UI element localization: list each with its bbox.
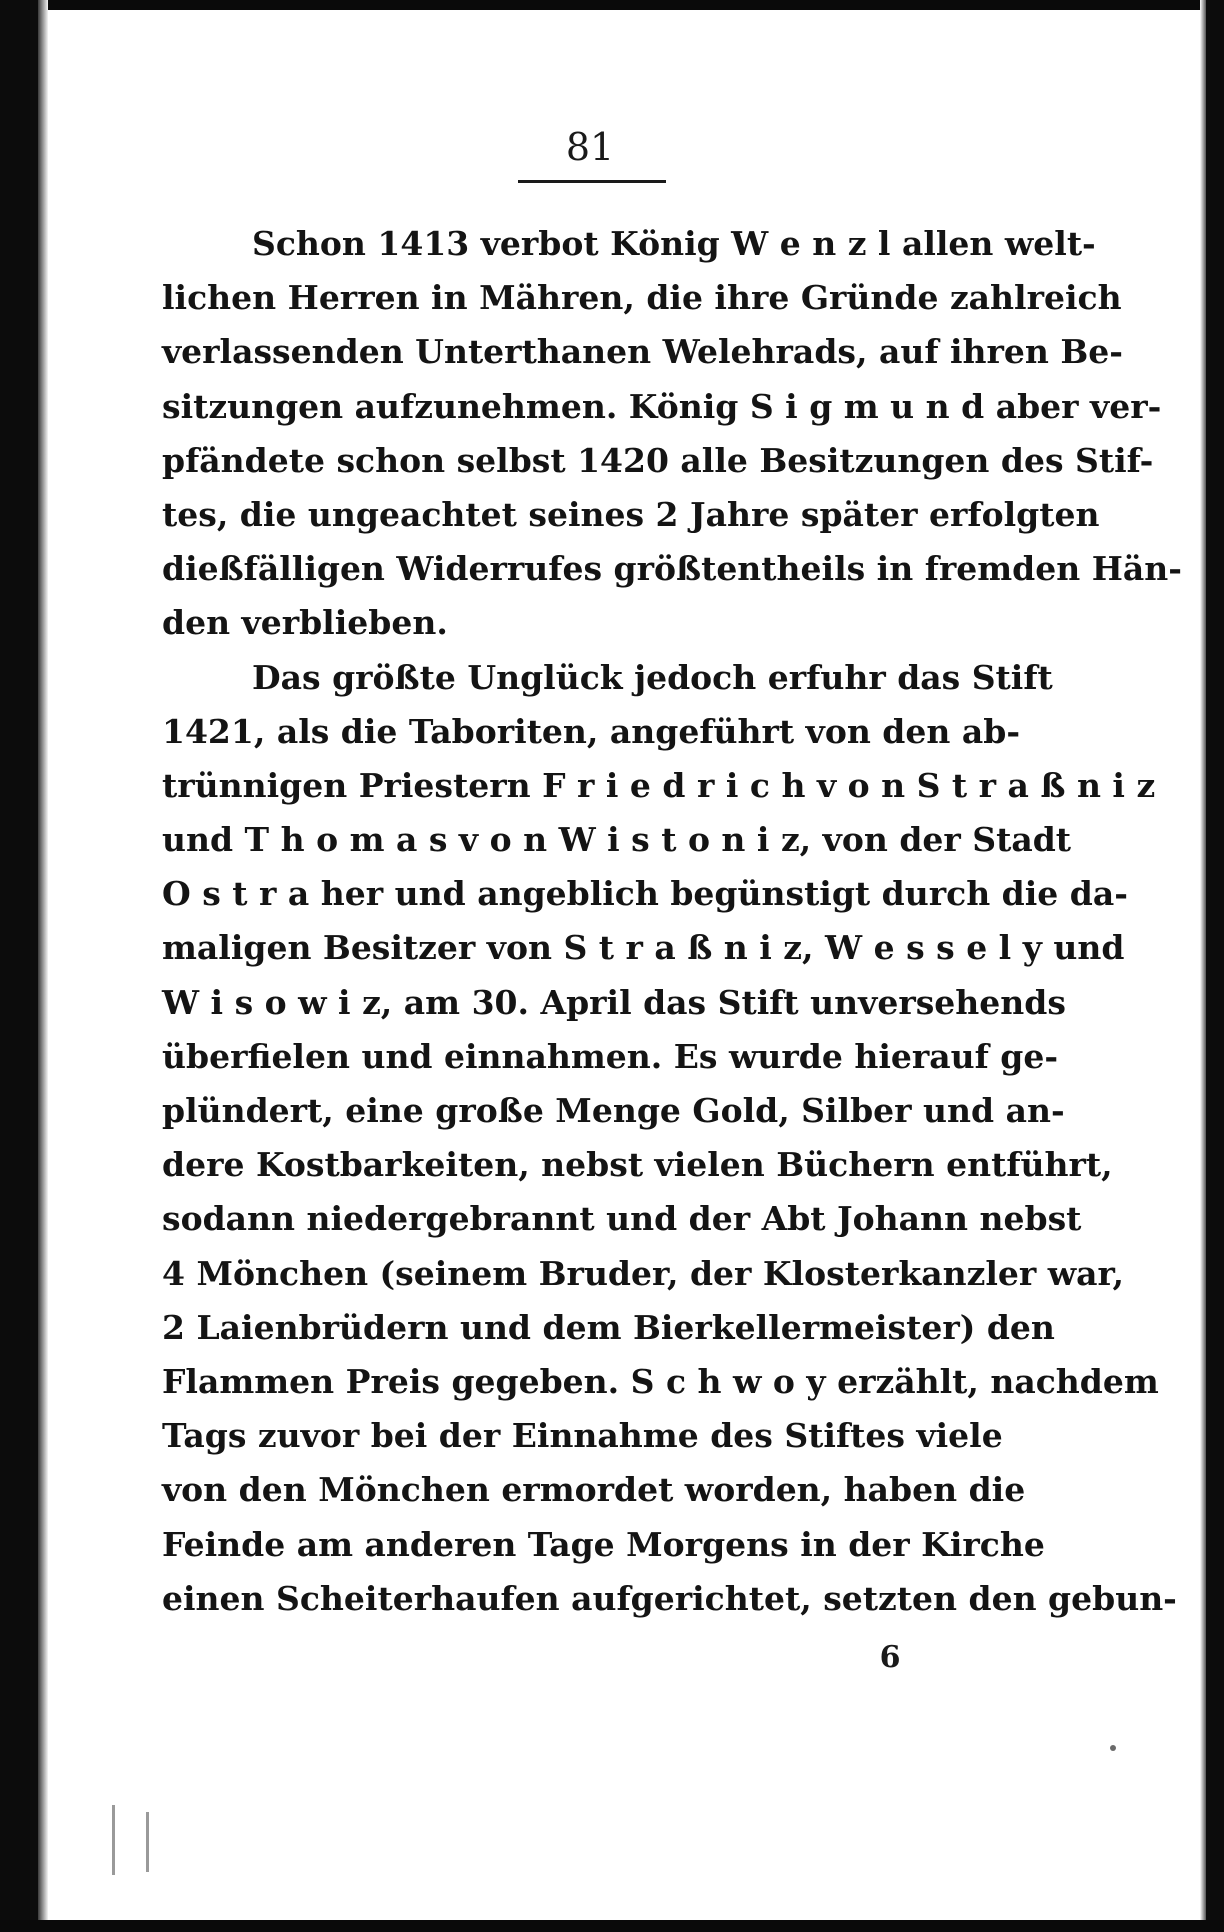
binding-mark <box>112 1805 115 1875</box>
page-number: 81 <box>565 125 615 169</box>
scan-edge-left <box>0 0 38 1932</box>
text-line: sodann niedergebrannt und der Abt Johann nebst <box>162 1199 1082 1239</box>
text-line: Tags zuvor bei der Einnahme des Stiftes viele <box>162 1416 1003 1456</box>
text-line: Flammen Preis gegeben. S c h w o y erzählt, nachdem <box>162 1361 1159 1401</box>
text-line: O s t r a her und angeblich begünstigt durch die da- <box>162 874 1128 914</box>
text-line: überfielen und einnahmen. Es wurde hierauf ge- <box>162 1036 1059 1076</box>
binding-mark <box>146 1812 149 1872</box>
text-line: Das größte Unglück jedoch erfuhr das Stift <box>252 657 1053 697</box>
text-line: lichen Herren in Mähren, die ihre Gründe zahlreich <box>162 278 1122 318</box>
text-line: verlassenden Unterthanen Welehrads, auf ihren Be- <box>162 332 1123 372</box>
text-line: 2 Laienbrüdern und dem Bierkellermeister) den <box>162 1307 1055 1347</box>
scan-edge-bottom <box>0 1920 1224 1932</box>
text-line: Schon 1413 verbot König W e n z l allen welt- <box>252 224 1096 263</box>
scan-speck <box>1110 1745 1116 1751</box>
text-line: plündert, eine große Menge Gold, Silber und an- <box>162 1091 1065 1130</box>
body-text <box>162 217 1182 1626</box>
header-rule <box>518 180 666 183</box>
text-line: dere Kostbarkeiten, nebst vielen Büchern entführt, <box>162 1145 1113 1185</box>
signature-mark: 6 <box>879 1640 901 1675</box>
text-line: Feinde am anderen Tage Morgens in der Kirche <box>162 1524 1045 1564</box>
text-line: von den Mönchen ermordet worden, haben die <box>162 1470 1026 1510</box>
text-line: maligen Besitzer von S t r a ß n i z, W e s s e l y und <box>162 928 1125 968</box>
scan-edge-right-shadow <box>1200 0 1206 1932</box>
text-line: 4 Mönchen (seinem Bruder, der Klosterkanzler war, <box>162 1253 1124 1293</box>
text-line: tes, die ungeachtet seines 2 Jahre später erfolgten <box>162 494 1100 534</box>
text-line: trünnigen Priestern F r i e d r i c h v o n S t r a ß n i z <box>162 765 1156 805</box>
scan-edge-right <box>1206 0 1224 1932</box>
text-line: einen Scheiterhaufen aufgerichtet, setzten den gebun- <box>162 1578 1177 1618</box>
text-line: den verblieben. <box>162 603 448 643</box>
text-line: sitzungen aufzunehmen. König S i g m u n d aber ver- <box>162 386 1162 426</box>
text-line: 1421, als die Taboriten, angeführt von den ab- <box>162 711 1021 751</box>
text-line: pfändete schon selbst 1420 alle Besitzungen des Stif- <box>162 440 1154 480</box>
scan-edge-top <box>0 0 1224 10</box>
text-line: W i s o w i z, am 30. April das Stift unversehends <box>162 982 1066 1022</box>
text-line: dießfälligen Widerrufes größtentheils in fremden Hän- <box>162 549 1182 589</box>
text-line: und T h o m a s v o n W i s t o n i z, von der Stadt <box>162 820 1072 860</box>
scan-edge-left-shadow <box>38 0 48 1932</box>
